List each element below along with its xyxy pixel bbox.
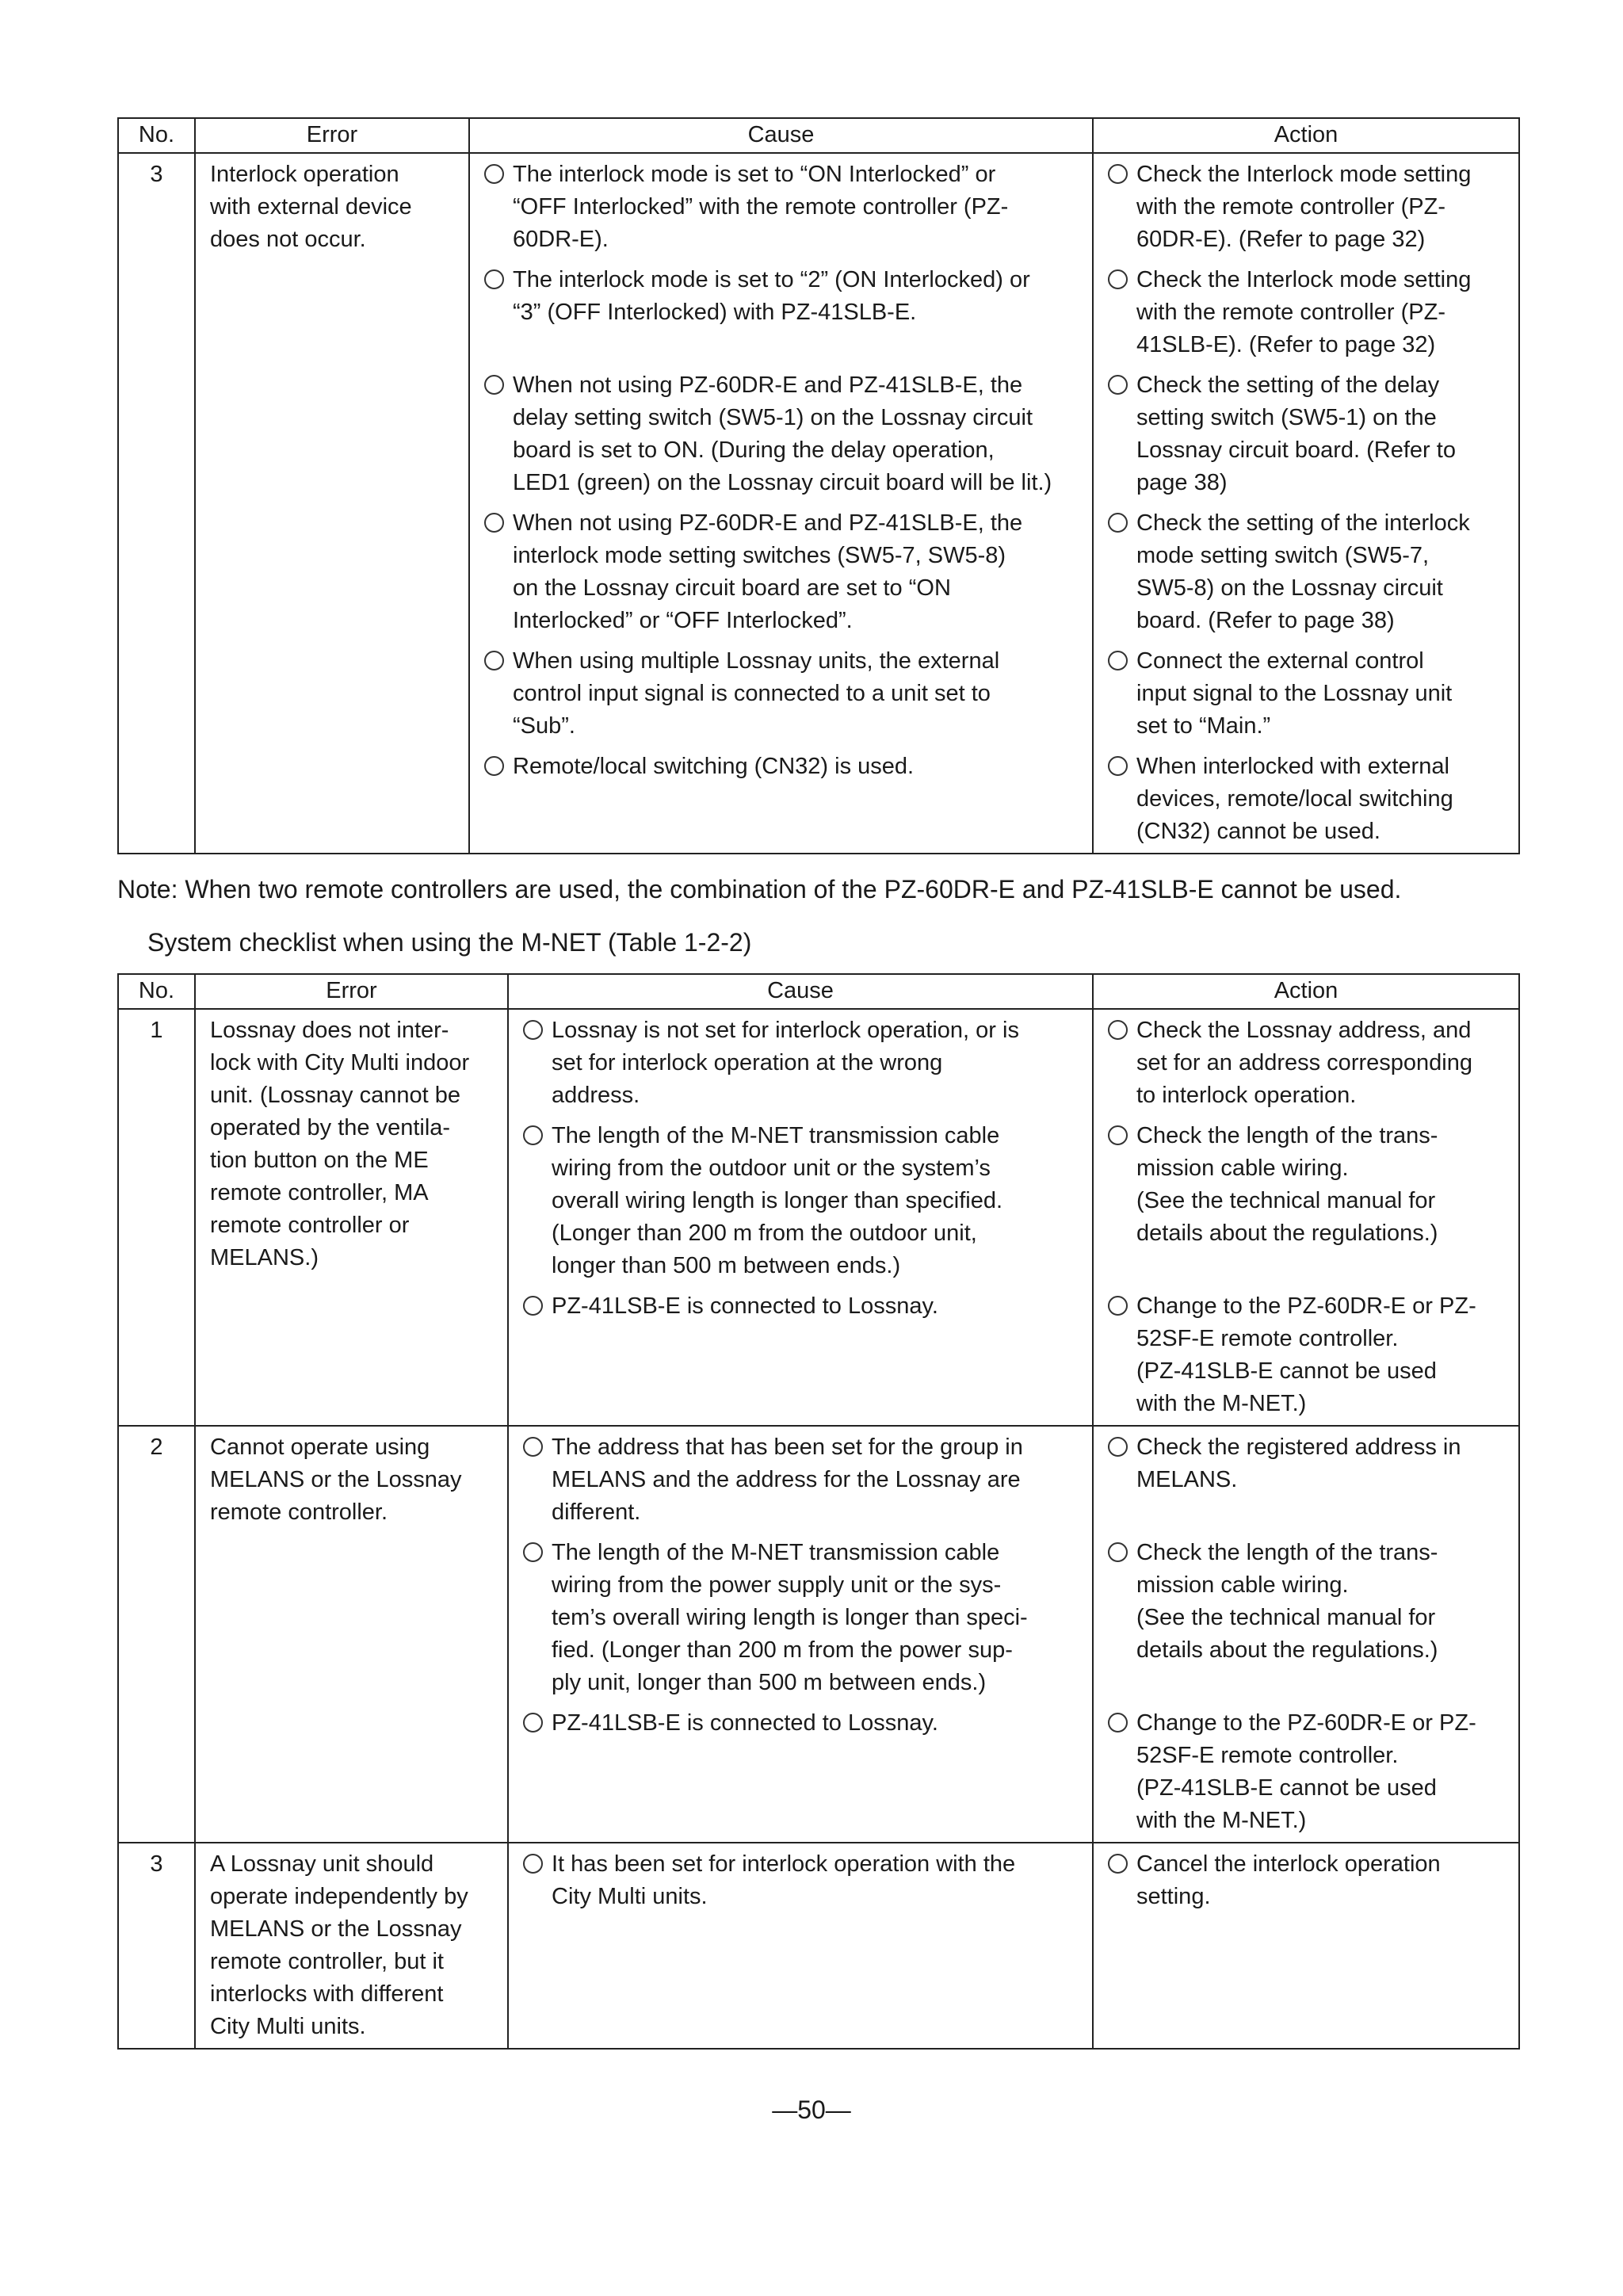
circle-bullet-icon: [484, 513, 504, 533]
error-description: A Lossnay unit should operate independently by MELANS or the Lossnay remote controller, but it interlocks with different City Multi units.: [195, 1843, 508, 2049]
header-no: No.: [118, 118, 195, 153]
checklist-item: [1094, 1120, 1518, 1282]
checklist-item: [470, 645, 1092, 743]
item-text: It has been set for interlock operation with the City Multi units.: [552, 1851, 1016, 1909]
checklist-item: [1094, 159, 1518, 256]
checklist-item: [1094, 1290, 1518, 1420]
circle-bullet-icon: [484, 375, 504, 395]
header-cause: Cause: [469, 118, 1093, 153]
circle-bullet-icon: [1108, 164, 1128, 184]
item-text: Check the setting of the delay setting switch (SW5-1) on the Lossnay circuit board. (Refer to page 38): [1136, 372, 1456, 495]
cause-cell: [508, 1009, 1093, 1426]
error-description: Interlock operation with external device does not occur.: [195, 153, 469, 854]
table-body: [118, 1009, 1519, 2049]
circle-bullet-icon: [523, 1437, 543, 1457]
item-text: PZ-41LSB-E is connected to Lossnay.: [552, 1710, 938, 1736]
circle-bullet-icon: [1108, 1020, 1128, 1040]
action-cell: [1093, 1843, 1519, 2049]
item-text: Check the length of the trans- mission cable wiring. (See the technical manual for details about the regulations.): [1136, 1123, 1438, 1246]
section-heading: System checklist when using the M-NET (Table 1-2-2): [147, 928, 752, 957]
table-header-row: [118, 974, 1519, 1009]
checklist-item: [470, 159, 1092, 256]
circle-bullet-icon: [484, 756, 504, 776]
checklist-item: [1094, 1431, 1518, 1529]
circle-bullet-icon: [1108, 1713, 1128, 1733]
checklist-item: [470, 507, 1092, 637]
error-table-2: [117, 973, 1520, 2050]
circle-bullet-icon: [1108, 756, 1128, 776]
table-row: [118, 153, 1519, 854]
error-description: Lossnay does not inter- lock with City Multi indoor unit. (Lossnay cannot be operated by the ventila- tion button on the ME remote controller, MA remote controller or MELANS.): [195, 1009, 508, 1426]
circle-bullet-icon: [1108, 513, 1128, 533]
cause-cell: [508, 1426, 1093, 1843]
checklist-item: [1094, 369, 1518, 499]
table-body: [118, 153, 1519, 854]
action-cell: [1093, 1009, 1519, 1426]
item-text: Change to the PZ-60DR-E or PZ- 52SF-E remote controller. (PZ-41SLB-E cannot be used with the M-NET.): [1136, 1710, 1476, 1833]
item-text: Check the Interlock mode setting with the remote controller (PZ- 60DR-E). (Refer to page 32): [1136, 162, 1472, 252]
table-header-row: [118, 118, 1519, 153]
circle-bullet-icon: [523, 1296, 543, 1316]
circle-bullet-icon: [1108, 1125, 1128, 1145]
error-table-1: [117, 117, 1520, 854]
item-text: When using multiple Lossnay units, the external control input signal is connected to a unit set to “Sub”.: [513, 648, 1000, 739]
circle-bullet-icon: [484, 164, 504, 184]
checklist-item: [1094, 264, 1518, 361]
item-text: Check the Lossnay address, and set for an address corresponding to interlock operation.: [1136, 1018, 1472, 1108]
item-text: When not using PZ-60DR-E and PZ-41SLB-E, the delay setting switch (SW5-1) on the Lossnay circuit board is set to ON. (During the delay operation, LED1 (green) on the Lossnay circuit board will be lit.): [513, 372, 1052, 495]
circle-bullet-icon: [523, 1125, 543, 1145]
item-text: Connect the external control input signal to the Lossnay unit set to “Main.”: [1136, 648, 1453, 739]
checklist-item: [470, 369, 1092, 499]
row-number: 2: [118, 1426, 195, 1843]
checklist-item: [509, 1290, 1092, 1420]
item-text: Lossnay is not set for interlock operation, or is set for interlock operation at the wrong address.: [552, 1018, 1019, 1108]
checklist-item: [1094, 751, 1518, 848]
action-cell: [1093, 153, 1519, 854]
cause-cell: [508, 1843, 1093, 2049]
checklist-item: [509, 1431, 1092, 1529]
checklist-item: [1094, 1537, 1518, 1699]
checklist-item: [1094, 1848, 1518, 1913]
checklist-item: [1094, 507, 1518, 637]
circle-bullet-icon: [1108, 1296, 1128, 1316]
item-text: Cancel the interlock operation setting.: [1136, 1851, 1441, 1909]
cause-cell: [469, 153, 1093, 854]
circle-bullet-icon: [484, 269, 504, 289]
item-text: PZ-41LSB-E is connected to Lossnay.: [552, 1293, 938, 1319]
circle-bullet-icon: [1108, 1854, 1128, 1874]
checklist-item: [470, 264, 1092, 361]
circle-bullet-icon: [523, 1020, 543, 1040]
table-row: [118, 1426, 1519, 1843]
row-number: 3: [118, 1843, 195, 2049]
checklist-item: [509, 1014, 1092, 1112]
note-text: Note: When two remote controllers are used, the combination of the PZ-60DR-E and PZ-41SLB-E cannot be used.: [117, 875, 1402, 904]
header-action: Action: [1093, 974, 1519, 1009]
action-cell: [1093, 1426, 1519, 1843]
item-text: Check the setting of the interlock mode setting switch (SW5-7, SW5-8) on the Lossnay circuit board. (Refer to page 38): [1136, 510, 1470, 633]
circle-bullet-icon: [1108, 269, 1128, 289]
table-row: [118, 1843, 1519, 2049]
circle-bullet-icon: [1108, 1437, 1128, 1457]
header-no: No.: [118, 974, 195, 1009]
circle-bullet-icon: [484, 651, 504, 670]
row-number: 3: [118, 153, 195, 854]
header-cause: Cause: [508, 974, 1093, 1009]
item-text: The interlock mode is set to “ON Interlocked” or “OFF Interlocked” with the remote controller (PZ- 60DR-E).: [513, 162, 1009, 252]
circle-bullet-icon: [1108, 1542, 1128, 1562]
circle-bullet-icon: [1108, 651, 1128, 670]
checklist-item: [509, 1537, 1092, 1699]
page-number: —50—: [772, 2095, 851, 2124]
item-text: Check the length of the trans- mission cable wiring. (See the technical manual for details about the regulations.): [1136, 1540, 1438, 1663]
checklist-item: [470, 751, 1092, 848]
item-text: When interlocked with external devices, remote/local switching (CN32) cannot be used.: [1136, 754, 1453, 844]
table-row: [118, 1009, 1519, 1426]
header-action: Action: [1093, 118, 1519, 153]
checklist-item: [1094, 645, 1518, 743]
item-text: Check the Interlock mode setting with the remote controller (PZ- 41SLB-E). (Refer to page 32): [1136, 267, 1472, 357]
checklist-item: [509, 1707, 1092, 1837]
item-text: When not using PZ-60DR-E and PZ-41SLB-E, the interlock mode setting switches (SW5-7, SW5-8) on the Lossnay circuit board are set to “ON Interlocked” or “OFF Interlocked”.: [513, 510, 1023, 633]
circle-bullet-icon: [1108, 375, 1128, 395]
item-text: The address that has been set for the group in MELANS and the address for the Lossnay are different.: [552, 1435, 1023, 1525]
row-number: 1: [118, 1009, 195, 1426]
item-text: Check the registered address in MELANS.: [1136, 1435, 1461, 1492]
item-text: The interlock mode is set to “2” (ON Interlocked) or “3” (OFF Interlocked) with PZ-41SLB-E.: [513, 267, 1030, 325]
item-text: Remote/local switching (CN32) is used.: [513, 754, 915, 779]
checklist-item: [1094, 1014, 1518, 1112]
checklist-item: [509, 1848, 1092, 1913]
item-text: The length of the M-NET transmission cable wiring from the power supply unit or the sys- tem’s overall wiring length is longer than speci- fied. (Longer than 200 m from the power sup- ply unit, longer than 500 m between ends.): [552, 1540, 1028, 1695]
header-error: Error: [195, 974, 508, 1009]
checklist-item: [509, 1120, 1092, 1282]
circle-bullet-icon: [523, 1713, 543, 1733]
item-text: The length of the M-NET transmission cable wiring from the outdoor unit or the system’s overall wiring length is longer than specified. (Longer than 200 m from the outdoor unit, longer than 500 m between ends.): [552, 1123, 1003, 1278]
header-error: Error: [195, 118, 469, 153]
error-description: Cannot operate using MELANS or the Lossnay remote controller.: [195, 1426, 508, 1843]
circle-bullet-icon: [523, 1542, 543, 1562]
checklist-item: [1094, 1707, 1518, 1837]
circle-bullet-icon: [523, 1854, 543, 1874]
item-text: Change to the PZ-60DR-E or PZ- 52SF-E remote controller. (PZ-41SLB-E cannot be used with the M-NET.): [1136, 1293, 1476, 1416]
